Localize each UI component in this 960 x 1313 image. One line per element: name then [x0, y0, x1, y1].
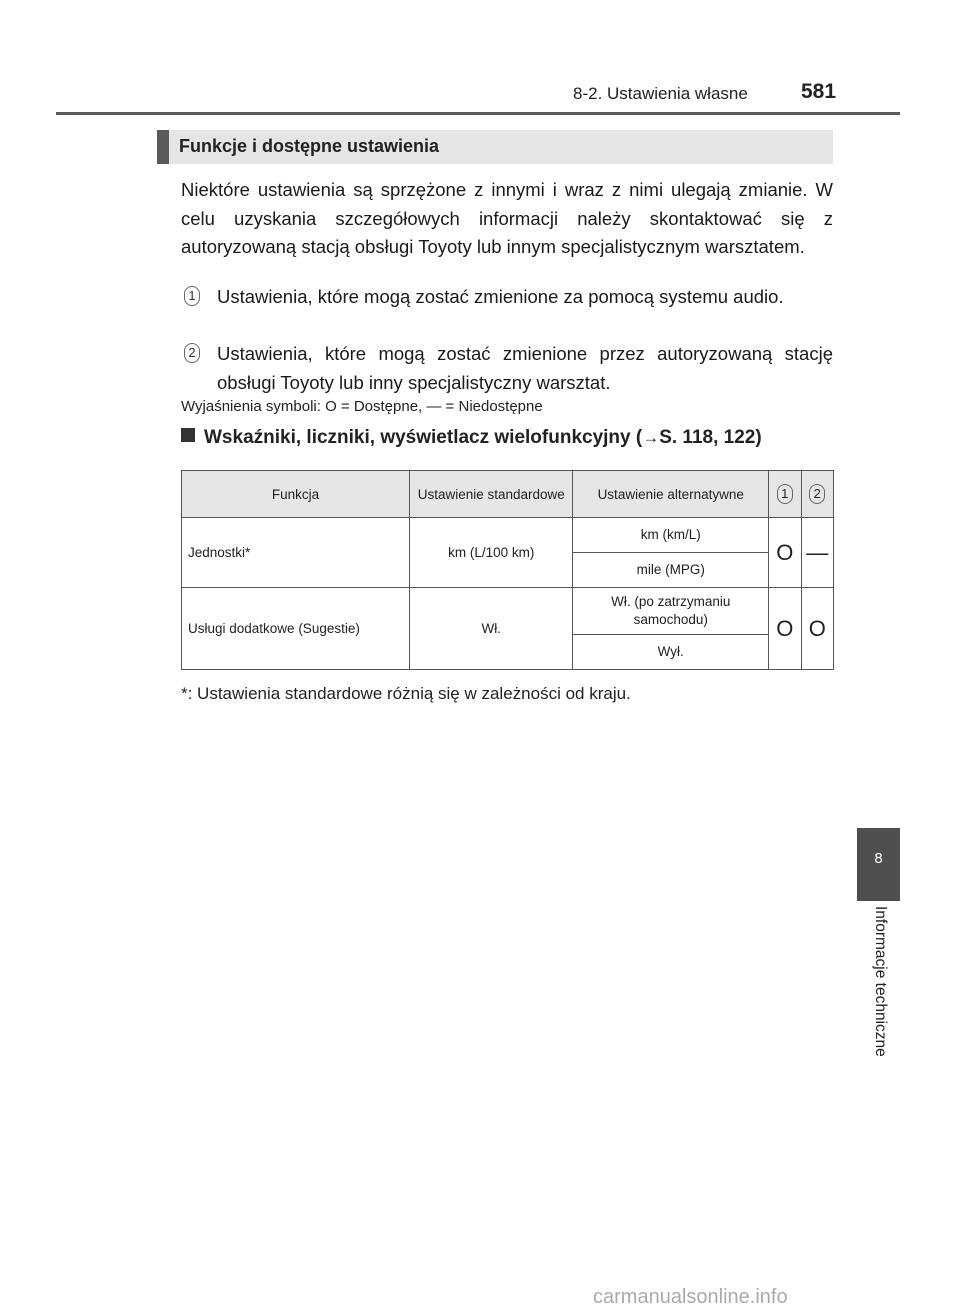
column-header-1 [769, 471, 801, 518]
running-header-section: 8-2. Ustawienia własne [573, 84, 748, 103]
header-divider [56, 112, 900, 115]
table-header-row [182, 471, 834, 518]
chapter-number: 8 [874, 850, 883, 867]
list-item-text: Ustawienia, które mogą zostać zmienione za pomocą systemu audio. [217, 286, 784, 307]
column-header-default: Ustawienie standardowe [410, 471, 573, 518]
subsection-heading-text: Wskaźniki, liczniki, wyświetlacz wielofunkcyjny ( [204, 427, 643, 448]
cell-default: Wł. [410, 588, 573, 670]
cell-alternative: mile (MPG) [573, 553, 769, 588]
circled-number-1-icon: 1 [777, 484, 793, 504]
page-number: 581 [801, 80, 837, 103]
list-item [181, 282, 833, 311]
column-header-alternative: Ustawienie alternatywne [573, 471, 769, 518]
cell-availability-1: O [769, 588, 801, 670]
circled-number-2-icon: 2 [809, 484, 825, 504]
cell-alternative: Wył. [573, 635, 769, 670]
circled-number-2-icon: 2 [184, 343, 200, 363]
table-row [182, 588, 834, 635]
settings-table [181, 470, 834, 670]
square-bullet-icon [181, 428, 195, 442]
section-title-box [157, 130, 833, 164]
page-reference-link[interactable]: S. 118, 122) [659, 427, 762, 448]
chapter-label: Informacje techniczne [872, 906, 889, 1057]
cell-function: Usługi dodatkowe (Sugestie) [182, 588, 410, 670]
cell-default: km (L/100 km) [410, 518, 573, 588]
cell-availability-2: O [801, 588, 833, 670]
circled-number-1-icon: 1 [184, 286, 200, 306]
arrow-right-icon: → [642, 428, 660, 447]
watermark: carmanualsonline.info [593, 1286, 788, 1308]
chapter-tab[interactable] [857, 828, 900, 901]
section-title: Funkcje i dostępne ustawienia [179, 136, 440, 156]
table-row [182, 518, 834, 553]
cell-availability-2: — [801, 518, 833, 588]
list-item [181, 339, 833, 397]
cell-availability-1: O [769, 518, 801, 588]
column-header-function: Funkcja [182, 471, 410, 518]
cell-function: Jednostki* [182, 518, 410, 588]
list-item-text: Ustawienia, które mogą zostać zmienione przez autoryzowaną stację obsługi Toyoty lub inny specjalistyczny warsztat. [217, 343, 833, 393]
intro-paragraph: Niektóre ustawienia są sprzężone z innymi i wraz z nimi ulegają zmianie. W celu uzyskania szczegółowych informacji należy skontaktować się z autoryzowaną stacją obsługi Toyoty lub innym specjalistycznym warsztatem. [181, 179, 833, 257]
column-header-2 [801, 471, 833, 518]
subsection-heading [181, 427, 762, 449]
footnote: *: Ustawienia standardowe różnią się w zależności od kraju. [181, 684, 631, 703]
symbol-legend: Wyjaśnienia symboli: O = Dostępne, — = Niedostępne [181, 398, 543, 415]
cell-alternative: Wł. (po zatrzymaniu samochodu) [573, 588, 769, 635]
cell-alternative: km (km/L) [573, 518, 769, 553]
